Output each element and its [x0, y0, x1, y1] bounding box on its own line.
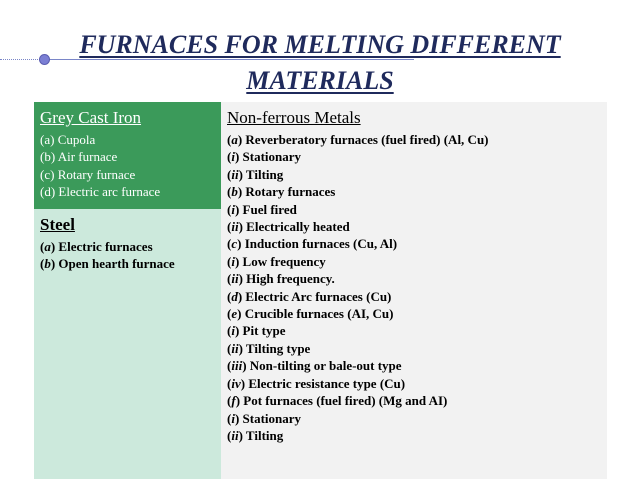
list-item-marker: iv — [231, 375, 241, 391]
list-item-marker: ii — [231, 166, 239, 182]
list-item: (i) Stationary — [227, 149, 302, 165]
list-item-marker: a — [44, 239, 51, 254]
list-item-marker: ii — [231, 340, 239, 356]
non-ferrous-heading: Non-ferrous Metals — [227, 108, 361, 127]
list-item-marker: (a) — [40, 132, 55, 147]
grey-cast-iron-cell — [34, 102, 221, 209]
list-item: (ii) Electrically heated — [227, 219, 350, 235]
list-item-text: Electric arc furnace — [55, 184, 161, 200]
non-ferrous-cell — [221, 102, 607, 479]
steel-heading: Steel — [40, 215, 75, 234]
list-item-marker: d — [231, 288, 238, 304]
list-item: (i) Low frequency — [227, 253, 326, 269]
list-item-marker: c — [231, 236, 238, 252]
list-item-marker: ii — [231, 427, 239, 443]
list-item: (e) Crucible furnaces (AI, Cu) — [227, 306, 394, 322]
list-item-marker: i — [231, 323, 235, 339]
non-ferrous-list — [227, 131, 601, 444]
list-item-text: ) Low frequency — [234, 253, 326, 269]
list-item-text: ) Stationary — [234, 149, 302, 165]
list-item-text: ) Tilting — [238, 427, 284, 443]
title-line-2: MATERIALS — [246, 66, 394, 95]
list-item-text: ) Electric resistance type (Cu) — [240, 375, 406, 391]
list-item-text: ) Pit type — [234, 323, 286, 339]
list-item-text: ) Electric furnaces — [50, 239, 153, 254]
list-item-marker: (c) — [40, 166, 55, 182]
list-item: (b) Rotary furnaces — [227, 184, 336, 200]
list-item-text: ) Rotary furnaces — [237, 184, 336, 200]
steel-list — [40, 238, 215, 273]
list-item: (ii) Tilting type — [227, 340, 311, 356]
list-item-marker: a — [231, 132, 238, 147]
list-item-text: ) Crucible furnaces (AI, Cu) — [237, 306, 394, 322]
list-item-text: ) Non-tilting or bale-out type — [242, 358, 402, 374]
list-item-marker: iii — [231, 358, 243, 374]
list-item-marker: b — [44, 256, 51, 272]
list-item — [40, 166, 215, 183]
list-item-text: Air furnace — [55, 149, 118, 165]
list-item-text: Cupola — [54, 132, 96, 147]
list-item-marker: i — [231, 253, 235, 269]
steel-cell — [34, 209, 221, 479]
grey-cast-iron-heading: Grey Cast Iron — [40, 108, 142, 127]
list-item: (i) Stationary — [227, 410, 302, 426]
list-item-text: ) Open hearth furnace — [50, 256, 175, 272]
list-item-text: ) Stationary — [234, 410, 302, 426]
list-item — [40, 148, 215, 165]
title-divider-line — [46, 59, 414, 60]
list-item-text: ) Electrically heated — [238, 219, 350, 235]
list-item-marker: (d) — [40, 184, 56, 200]
list-item: (ii) Tilting — [227, 427, 284, 443]
list-item-marker: ii — [231, 271, 239, 287]
grey-cast-iron-list — [40, 131, 215, 201]
list-item — [40, 131, 215, 148]
list-item-text: ) Tilting — [238, 166, 284, 182]
list-item-text: Rotary furnace — [54, 166, 136, 182]
list-item: (i) Fuel fired — [227, 201, 297, 217]
list-item: (ii) Tilting — [227, 166, 284, 182]
title-divider-dotted — [0, 59, 44, 60]
list-item: (a) Reverberatory furnaces (fuel fired) (Al, Cu) — [227, 132, 489, 147]
list-item: (iv) Electric resistance type (Cu) — [227, 375, 406, 391]
list-item-text: ) Electric Arc furnaces (Cu) — [237, 288, 392, 304]
list-item — [40, 183, 215, 200]
list-item: (c) Induction furnaces (Cu, Al) — [227, 236, 398, 252]
list-item-marker: b — [231, 184, 238, 200]
list-item-text: ) Induction furnaces (Cu, Al) — [237, 236, 398, 252]
list-item: (f) Pot furnaces (fuel fired) (Mg and AI) — [227, 393, 448, 409]
list-item: (a) Electric furnaces — [40, 239, 153, 254]
list-item-text: ) Pot furnaces (fuel fired) (Mg and AI) — [235, 393, 448, 409]
slide-title — [40, 27, 600, 99]
list-item: (d) Electric Arc furnaces (Cu) — [227, 288, 392, 304]
list-item-marker: (b) — [40, 149, 56, 165]
list-item: (iii) Non-tilting or bale-out type — [227, 358, 402, 374]
list-item-marker: ii — [231, 219, 239, 235]
list-item-marker: f — [231, 393, 236, 409]
list-item-marker: e — [231, 306, 238, 322]
bullet-dot-icon — [39, 54, 50, 65]
list-item-text: ) Reverberatory furnaces (fuel fired) (Al, Cu) — [237, 132, 489, 147]
list-item-marker: i — [231, 410, 235, 426]
list-item: (i) Pit type — [227, 323, 286, 339]
list-item: (b) Open hearth furnace — [40, 256, 175, 272]
list-item-marker: i — [231, 201, 235, 217]
list-item: (ii) High frequency. — [227, 271, 335, 287]
list-item-text: ) High frequency. — [238, 271, 335, 287]
list-item-marker: i — [231, 149, 235, 165]
list-item-text: ) Tilting type — [238, 340, 311, 356]
list-item-text: ) Fuel fired — [234, 201, 297, 217]
title-line-1: FURNACES FOR MELTING DIFFERENT — [79, 30, 561, 59]
